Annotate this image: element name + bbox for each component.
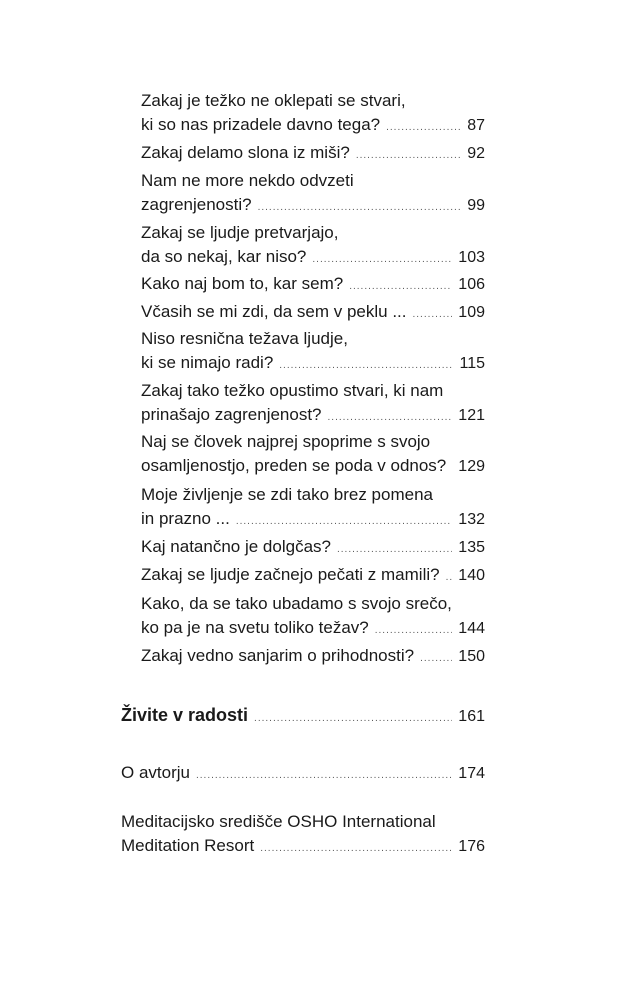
dot-leader	[279, 354, 453, 378]
toc-page-number: 144	[458, 620, 485, 637]
toc-entry-line	[141, 327, 485, 351]
toc-entry-title: prinašajo zagrenjenost?	[141, 405, 322, 424]
toc-entry-line	[141, 403, 485, 430]
toc-entry-line	[141, 89, 485, 113]
toc-resort-line	[121, 834, 485, 861]
toc-entry-title: Niso resnična težava ljudje,	[141, 329, 348, 348]
toc-entry-title: Kako, da se tako ubadamo s svojo srečo,	[141, 594, 452, 613]
toc-page-number: 176	[458, 838, 485, 855]
toc-entry-line	[141, 300, 485, 327]
about-title: O avtorju	[121, 763, 190, 782]
dot-leader	[446, 566, 453, 590]
section-title: Živite v radosti	[121, 705, 249, 725]
dot-leader	[375, 619, 453, 643]
toc-page-number: 106	[458, 276, 485, 293]
toc-entry-title: da so nekaj, kar niso?	[141, 247, 307, 266]
toc-entry-line	[141, 221, 485, 245]
toc-page-number: 109	[458, 304, 485, 321]
toc-entry-line	[141, 379, 485, 403]
toc-page-number: 132	[458, 511, 485, 528]
toc-page-number: 87	[467, 117, 485, 134]
toc-entry-title: Zakaj tako težko opustimo stvari, ki nam	[141, 381, 444, 400]
toc-entry-title: Zakaj je težko ne oklepati se stvari,	[141, 91, 406, 110]
dot-leader	[356, 144, 461, 168]
dot-leader	[328, 406, 453, 430]
toc-entry-title: ki so nas prizadele davno tega?	[141, 115, 381, 134]
toc-page-number: 103	[458, 249, 485, 266]
toc-page-number: 129	[458, 458, 485, 475]
dot-leader	[196, 764, 452, 788]
resort-title: Meditation Resort	[121, 836, 255, 855]
toc-entry-title: Zakaj se ljudje pretvarjajo,	[141, 223, 339, 242]
toc-page-number: 135	[458, 539, 485, 556]
toc-entry-title: in prazno ...	[141, 509, 230, 528]
dot-leader	[420, 647, 452, 671]
toc-entry-line	[141, 507, 485, 534]
toc-entry-line	[141, 351, 485, 378]
toc-entry-title: Kako naj bom to, kar sem?	[141, 274, 344, 293]
toc-entry-title: Zakaj vedno sanjarim o prihodnosti?	[141, 646, 415, 665]
toc-entry-line	[141, 616, 485, 643]
toc-section-heading	[121, 703, 485, 731]
toc-entry-line	[141, 141, 485, 168]
toc-entry-title: Včasih se mi zdi, da sem v peklu ...	[141, 302, 407, 321]
toc-page-number: 150	[458, 648, 485, 665]
toc-page-number: 121	[458, 407, 485, 424]
toc-entry-title: ko pa je na svetu toliko težav?	[141, 618, 369, 637]
toc-page-number: 92	[467, 145, 485, 162]
toc-resort-line	[121, 810, 485, 834]
toc-entry-title: Naj se človek najprej spoprime s svojo	[141, 432, 431, 451]
toc-page-number: 99	[467, 197, 485, 214]
toc-entry-title: osamljenostjo, preden se poda v odnos?	[141, 456, 447, 475]
toc-entry-line	[141, 535, 485, 562]
toc-entry-line	[141, 193, 485, 220]
toc-entry-line	[141, 644, 485, 671]
dot-leader	[254, 707, 452, 731]
dot-leader	[337, 538, 452, 562]
toc-entry-line	[141, 592, 485, 616]
dot-leader	[260, 837, 452, 861]
toc-entry-line	[141, 272, 485, 299]
toc-entry-title: Zakaj delamo slona iz miši?	[141, 143, 350, 162]
dot-leader	[236, 510, 452, 534]
toc-page-number: 115	[459, 355, 485, 372]
toc-entry-line	[141, 113, 485, 140]
toc-entry-line	[141, 563, 485, 590]
toc-entry-title: zagrenjenosti?	[141, 195, 252, 214]
toc-entry-line	[141, 430, 485, 454]
dot-leader	[258, 196, 462, 220]
toc-entry-line	[141, 169, 485, 193]
toc-entry-line	[141, 454, 485, 481]
toc-entry-title: Moje življenje se zdi tako brez pomena	[141, 485, 433, 504]
dot-leader	[386, 116, 461, 140]
dot-leader	[413, 303, 453, 327]
toc-entry-title: Zakaj se ljudje začnejo pečati z mamili?	[141, 565, 440, 584]
dot-leader	[312, 248, 452, 272]
dot-leader	[349, 275, 452, 299]
toc-entry-line	[141, 245, 485, 272]
toc-entry-title: Kaj natančno je dolgčas?	[141, 537, 331, 556]
toc-entry-line	[141, 483, 485, 507]
toc-entry-title: Nam ne more nekdo odvzeti	[141, 171, 354, 190]
resort-title: Meditacijsko središče OSHO International	[121, 812, 436, 831]
toc-page-number: 140	[458, 567, 485, 584]
toc-page-number: 161	[458, 708, 485, 725]
toc-entry-title: ki se nimajo radi?	[141, 353, 274, 372]
toc-about-author	[121, 761, 485, 788]
toc-page-number: 174	[458, 765, 485, 782]
